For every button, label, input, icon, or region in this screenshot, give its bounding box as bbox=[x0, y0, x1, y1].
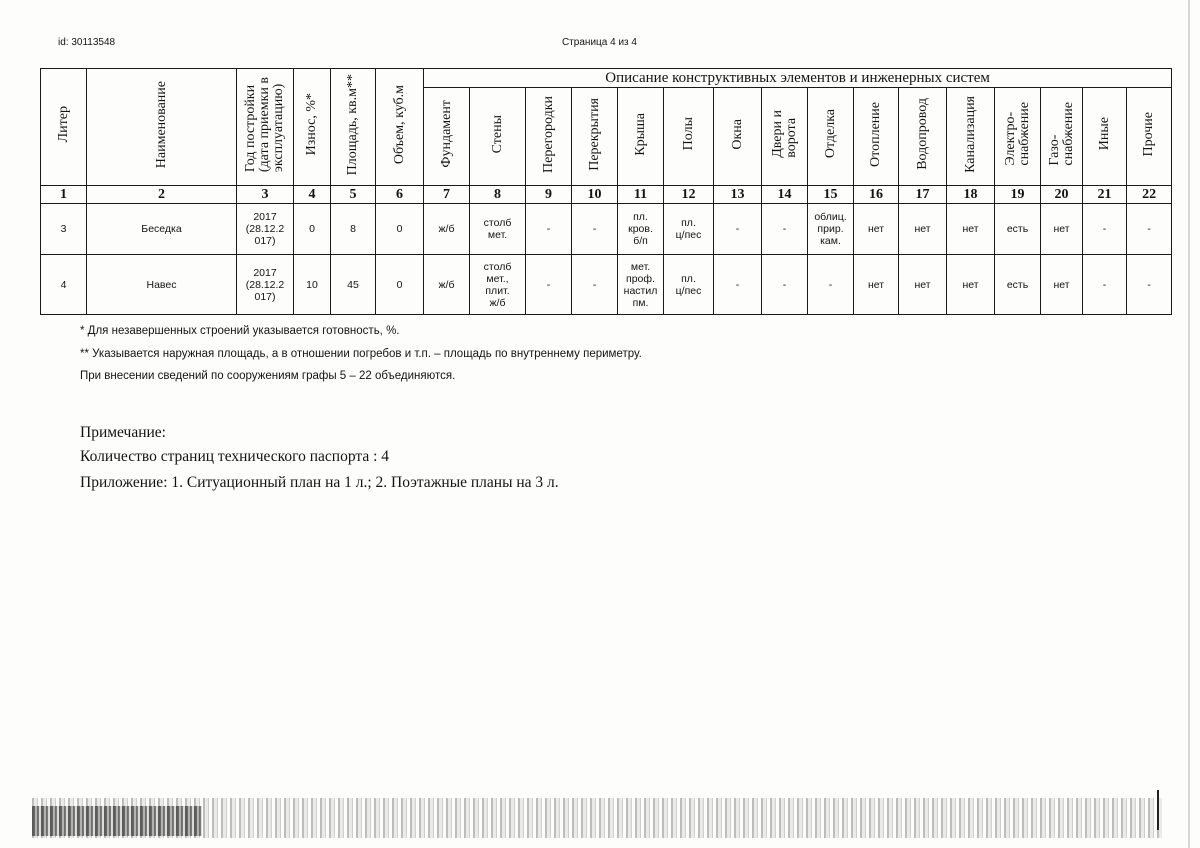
table-cell: пл. кров. б/п bbox=[618, 204, 664, 255]
col-header: Отделка bbox=[808, 88, 854, 186]
column-numbers-row bbox=[41, 186, 1172, 204]
table-cell: - bbox=[572, 255, 618, 315]
remarks-appendix: Приложение: 1. Ситуационный план на 1 л.; 2. Поэтажные планы на 3 л. bbox=[80, 474, 559, 491]
col-number: 20 bbox=[1041, 186, 1083, 204]
col-header: Литер bbox=[41, 69, 87, 186]
table-cell: нет bbox=[899, 255, 947, 315]
col-number: 4 bbox=[294, 186, 331, 204]
table-cell: 2017 (28.12.2 017) bbox=[237, 255, 294, 315]
col-header: Канализация bbox=[947, 88, 995, 186]
table-cell: 10 bbox=[294, 255, 331, 315]
table-cell: - bbox=[1083, 255, 1127, 315]
table-cell: нет bbox=[854, 204, 899, 255]
table-cell: 4 bbox=[41, 255, 87, 315]
col-header: Прочие bbox=[1127, 88, 1172, 186]
col-number: 16 bbox=[854, 186, 899, 204]
col-number: 8 bbox=[470, 186, 526, 204]
col-header: Газо- снабжение bbox=[1041, 88, 1083, 186]
col-header: Год постройки (дата приемки в эксплуатацию) bbox=[237, 69, 294, 186]
table-cell: мет. проф. настил пм. bbox=[618, 255, 664, 315]
table-cell: - bbox=[714, 255, 762, 315]
col-header: Наименование bbox=[87, 69, 237, 186]
col-number: 13 bbox=[714, 186, 762, 204]
col-number: 2 bbox=[87, 186, 237, 204]
table-cell: пл. ц/пес bbox=[664, 255, 714, 315]
table-row bbox=[41, 255, 1172, 315]
col-header: Крыша bbox=[618, 88, 664, 186]
table-cell: облиц. прир. кам. bbox=[808, 204, 854, 255]
col-header: Отопление bbox=[854, 88, 899, 186]
col-header: Износ, %* bbox=[294, 69, 331, 186]
table-cell: есть bbox=[995, 255, 1041, 315]
col-header: Объем, куб.м bbox=[376, 69, 424, 186]
table-cell: - bbox=[572, 204, 618, 255]
col-number: 1 bbox=[41, 186, 87, 204]
table-cell: Беседка bbox=[87, 204, 237, 255]
scan-artifact bbox=[32, 806, 202, 836]
col-header: Водопровод bbox=[899, 88, 947, 186]
table-cell: пл. ц/пес bbox=[664, 204, 714, 255]
col-number: 17 bbox=[899, 186, 947, 204]
table-cell: 8 bbox=[331, 204, 376, 255]
table-cell: Навес bbox=[87, 255, 237, 315]
table-cell: - bbox=[808, 255, 854, 315]
col-header: Перекрытия bbox=[572, 88, 618, 186]
col-number: 10 bbox=[572, 186, 618, 204]
col-number: 12 bbox=[664, 186, 714, 204]
col-number: 14 bbox=[762, 186, 808, 204]
scan-edge bbox=[1188, 0, 1190, 848]
table-cell: нет bbox=[947, 204, 995, 255]
table-cell: 0 bbox=[376, 255, 424, 315]
table-cell: - bbox=[762, 255, 808, 315]
remarks-title: Примечание: bbox=[80, 424, 166, 441]
col-number: 9 bbox=[526, 186, 572, 204]
table-cell: - bbox=[1083, 204, 1127, 255]
technical-passport-table bbox=[40, 68, 1172, 315]
table-cell: столб мет. bbox=[470, 204, 526, 255]
table-cell: 3 bbox=[41, 204, 87, 255]
table-cell: ж/б bbox=[424, 204, 470, 255]
footnote: При внесении сведений по сооружениям графы 5 – 22 объединяются. bbox=[80, 370, 456, 382]
col-header: Полы bbox=[664, 88, 714, 186]
col-header: Фундамент bbox=[424, 88, 470, 186]
col-header: Иные bbox=[1083, 88, 1127, 186]
table-cell: - bbox=[1127, 204, 1172, 255]
col-number: 5 bbox=[331, 186, 376, 204]
table-cell: - bbox=[714, 204, 762, 255]
table-cell: 0 bbox=[294, 204, 331, 255]
table-cell: - bbox=[526, 255, 572, 315]
col-number: 6 bbox=[376, 186, 424, 204]
col-number: 3 bbox=[237, 186, 294, 204]
table-cell: есть bbox=[995, 204, 1041, 255]
col-number: 15 bbox=[808, 186, 854, 204]
col-header: Перегородки bbox=[526, 88, 572, 186]
col-header: Стены bbox=[470, 88, 526, 186]
col-header: Площадь, кв.м** bbox=[331, 69, 376, 186]
col-number: 7 bbox=[424, 186, 470, 204]
table-cell: - bbox=[526, 204, 572, 255]
table-cell: нет bbox=[1041, 255, 1083, 315]
table-cell: - bbox=[762, 204, 808, 255]
table-row bbox=[41, 204, 1172, 255]
remarks-page-count: Количество страниц технического паспорта : 4 bbox=[80, 448, 390, 465]
col-header: Окна bbox=[714, 88, 762, 186]
col-number: 18 bbox=[947, 186, 995, 204]
col-number: 19 bbox=[995, 186, 1041, 204]
table-cell: столб мет., плит. ж/б bbox=[470, 255, 526, 315]
page-number: Страница 4 из 4 bbox=[562, 37, 637, 48]
table-cell: 0 bbox=[376, 204, 424, 255]
table-cell: нет bbox=[899, 204, 947, 255]
document-id: id: 30113548 bbox=[58, 37, 116, 48]
scan-artifact bbox=[1157, 790, 1159, 830]
table-cell: нет bbox=[947, 255, 995, 315]
footnote: ** Указывается наружная площадь, а в отношении погребов и т.п. – площадь по внутреннему периметру. bbox=[80, 348, 642, 360]
table-cell: 45 bbox=[331, 255, 376, 315]
col-header: Электро- снабжение bbox=[995, 88, 1041, 186]
table-cell: 2017 (28.12.2 017) bbox=[237, 204, 294, 255]
footnote: * Для незавершенных строений указывается готовность, %. bbox=[80, 325, 400, 337]
col-header: Двери и ворота bbox=[762, 88, 808, 186]
col-number: 22 bbox=[1127, 186, 1172, 204]
col-number: 11 bbox=[618, 186, 664, 204]
table-cell: нет bbox=[854, 255, 899, 315]
col-number: 21 bbox=[1083, 186, 1127, 204]
table-cell: - bbox=[1127, 255, 1172, 315]
group-title: Описание конструктивных элементов и инженерных систем bbox=[424, 69, 1172, 88]
table-cell: нет bbox=[1041, 204, 1083, 255]
table-cell: ж/б bbox=[424, 255, 470, 315]
